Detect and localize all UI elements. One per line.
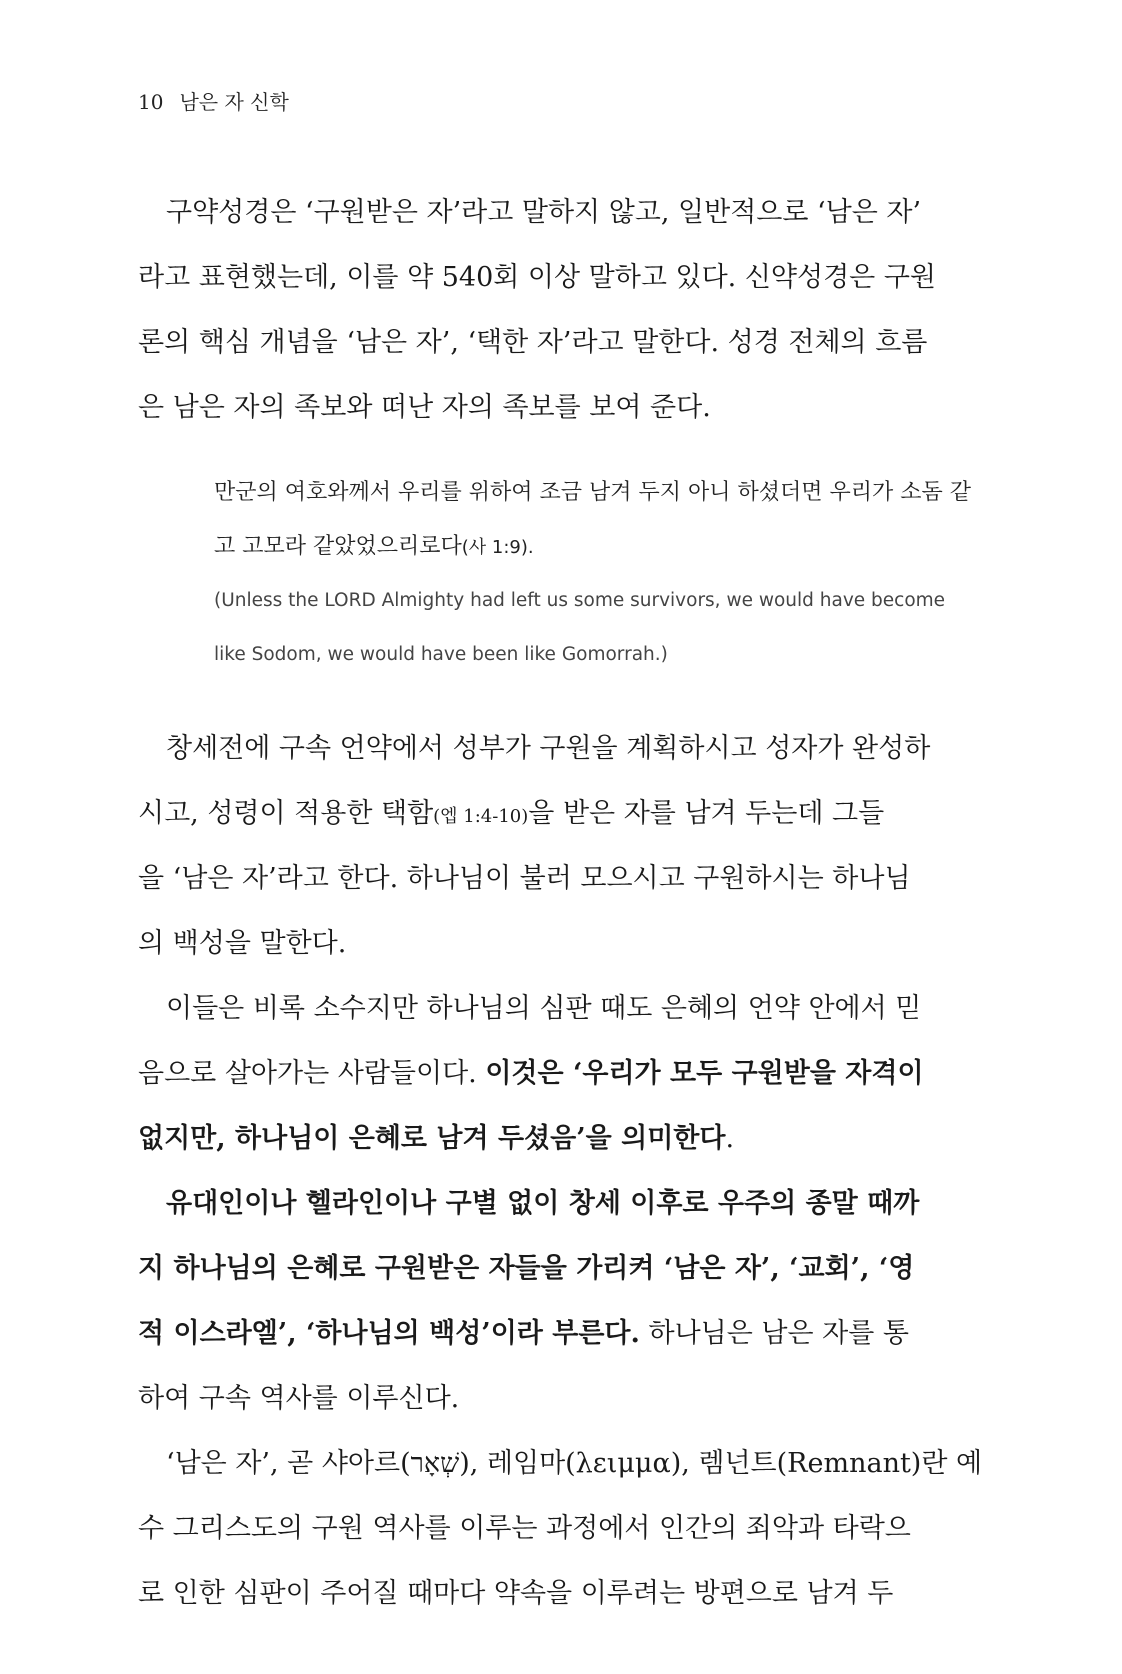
emphasis-text: 없지만, 하나님이 은혜로 남겨 두셨음’을 의미한다 <box>138 1123 726 1154</box>
text-line <box>138 1301 944 1366</box>
text-line: 구약성경은 ‘구원받은 자’라고 말하지 않고, 일반적으로 ‘남은 자’ <box>166 197 922 228</box>
page-number: 10 <box>138 90 164 114</box>
text-segment: 하나님은 남은 자를 통 <box>639 1318 909 1349</box>
text-line: 을 ‘남은 자’라고 한다. 하나님이 불러 모으시고 구원하시는 하나님 <box>138 863 911 894</box>
text-segment: 시고, 성령이 적용한 택함 <box>138 798 434 829</box>
text-segment: . <box>725 1123 735 1154</box>
text-line: 수 그리스도의 구원 역사를 이루는 과정에서 인간의 죄악과 타락으 <box>138 1513 911 1544</box>
text-line: 로 인한 심판이 주어질 때마다 약속을 이루려는 방편으로 남겨 두 <box>138 1578 894 1609</box>
scripture-reference: (사 1:9). <box>461 537 534 558</box>
text-line <box>138 1041 944 1106</box>
paragraph-covenant <box>138 716 944 976</box>
text-line: 이들은 비록 소수지만 하나님의 심판 때도 은혜의 언약 안에서 믿 <box>166 993 922 1024</box>
emphasis-line: 유대인이나 헬라인이나 구별 없이 창세 이후로 우주의 종말 때까 <box>166 1188 920 1219</box>
paragraph-intro <box>138 180 944 440</box>
text-line: 하여 구속 역사를 이루신다. <box>138 1383 460 1414</box>
emphasis-text: 적 이스라엘’, ‘하나님의 백성’이라 부른다. <box>138 1318 640 1349</box>
paragraph-grace <box>138 976 944 1171</box>
text-segment: 음으로 살아가는 사람들이다. <box>138 1058 486 1089</box>
text-line: 은 남은 자의 족보와 떠난 자의 족보를 보여 준다. <box>138 392 711 423</box>
emphasis-line: 지 하나님의 은혜로 구원받은 자들을 가리켜 ‘남은 자’, ‘교회’, ‘영 <box>138 1253 915 1284</box>
text-line: ‘남은 자’, 곧 샤아르(שְׁאָר), 레임마(λειμμα), 렘넌트(Remnant)란 예 <box>166 1448 983 1479</box>
text-line: 창세전에 구속 언약에서 성부가 구원을 계획하시고 성자가 완성하 <box>166 733 931 764</box>
paragraph-church <box>138 1171 944 1431</box>
quote-korean-line <box>214 520 940 574</box>
quote-english-line: (Unless the LORD Almighty had left us some survivors, we would have become <box>214 590 946 611</box>
quote-korean-text: 고 고모라 같았었으리로다 <box>214 534 462 559</box>
scripture-quote <box>214 466 971 682</box>
paragraph-remnant-definition <box>138 1431 983 1626</box>
text-line <box>138 1106 944 1171</box>
scripture-reference: (엡 1:4-10) <box>433 806 529 827</box>
text-segment: 을 받은 자를 남겨 두는데 그들 <box>528 798 885 829</box>
text-line: 의 백성을 말한다. <box>138 928 347 959</box>
text-line: 라고 표현했는데, 이를 약 540회 이상 말하고 있다. 신약성경은 구원 <box>138 262 936 293</box>
book-title: 남은 자 신학 <box>179 90 289 114</box>
quote-english-line: like Sodom, we would have been like Gomorrah.) <box>214 644 668 665</box>
text-line: 론의 핵심 개념을 ‘남은 자’, ‘택한 자’라고 말한다. 성경 전체의 흐름 <box>138 327 928 358</box>
text-line <box>138 781 944 846</box>
running-header <box>138 88 289 116</box>
quote-korean-line: 만군의 여호와께서 우리를 위하여 조금 남겨 두지 아니 하셨더면 우리가 소돔 같 <box>214 480 971 505</box>
emphasis-text: 이것은 ‘우리가 모두 구원받을 자격이 <box>485 1058 924 1089</box>
